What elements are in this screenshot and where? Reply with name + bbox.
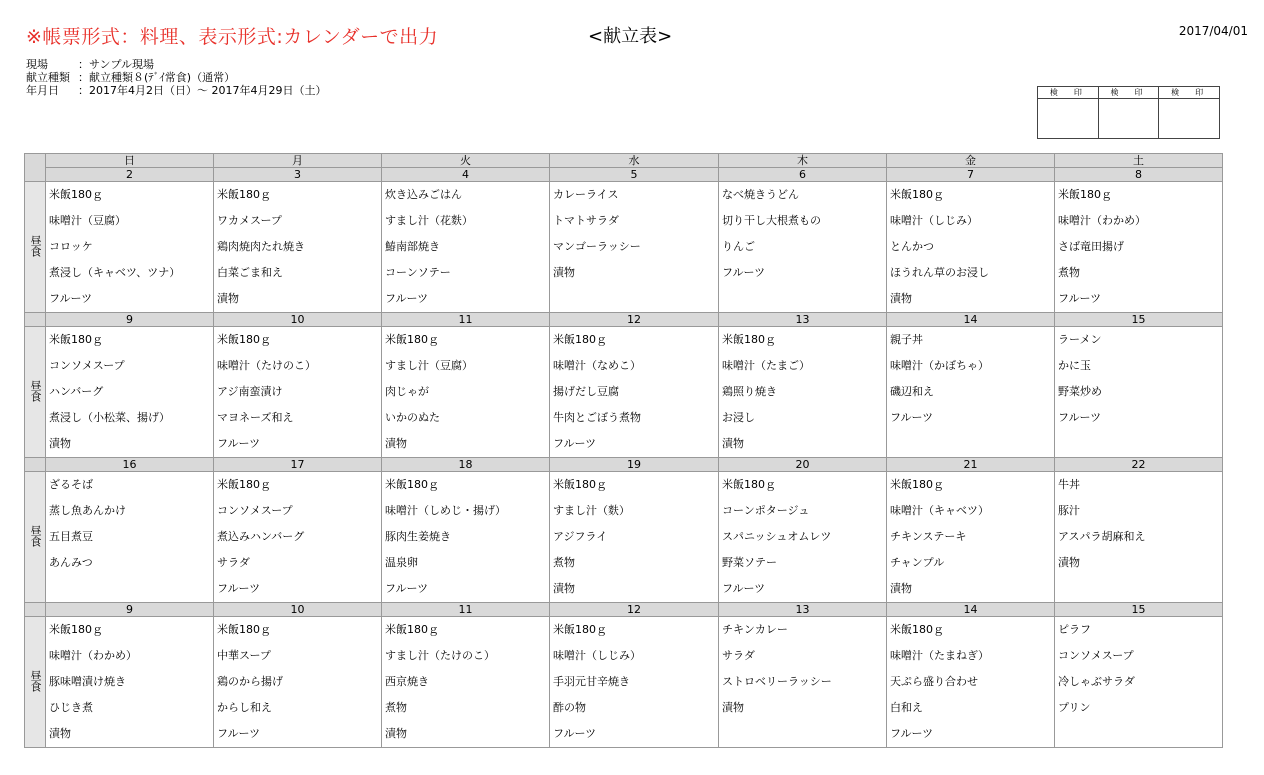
day-number: 15 <box>1055 603 1223 617</box>
date-range-value: ：2017年4月2日（日）～ 2017年4月29日（土） <box>78 84 327 97</box>
menu-item: 米飯180ｇ <box>890 623 944 636</box>
menu-item: さば竜田揚げ <box>1058 240 1124 253</box>
day-menu-cell <box>887 472 1055 603</box>
menu-item: フルーツ <box>890 411 934 424</box>
menu-item: フルーツ <box>1058 411 1102 424</box>
day-number: 12 <box>550 313 719 327</box>
print-date: 2017/04/01 <box>1178 24 1248 38</box>
menu-item: りんご <box>722 240 755 253</box>
day-number: 14 <box>887 603 1055 617</box>
day-number: 21 <box>887 458 1055 472</box>
menu-item: サラダ <box>217 556 250 569</box>
menu-item: 漬物 <box>385 727 407 740</box>
menu-item: 味噌汁（わかめ） <box>49 649 137 662</box>
menu-item: 豚汁 <box>1058 504 1080 517</box>
stamp-box <box>1159 87 1219 138</box>
menu-item: 米飯180ｇ <box>722 333 776 346</box>
menu-item: カレーライス <box>553 188 619 201</box>
menu-item: お浸し <box>722 411 755 424</box>
menu-item: フルーツ <box>385 292 429 305</box>
menu-row <box>25 327 1223 458</box>
menu-item: マンゴーラッシー <box>553 240 641 253</box>
menu-item: 米飯180ｇ <box>722 478 776 491</box>
menu-item: 米飯180ｇ <box>1058 188 1112 201</box>
menu-item: 煮物 <box>553 556 575 569</box>
menu-type-label: 献立種類 <box>26 71 70 84</box>
menu-item: ワカメスープ <box>217 214 282 227</box>
menu-item: 野菜ソテー <box>722 556 777 569</box>
menu-item: かに玉 <box>1058 359 1091 372</box>
menu-item: フルーツ <box>1058 292 1102 305</box>
menu-item: 煮込みハンバーグ <box>217 530 305 543</box>
day-number: 22 <box>1055 458 1223 472</box>
day-number: 19 <box>550 458 719 472</box>
menu-item: フルーツ <box>217 582 261 595</box>
stamp-label: 検 印 <box>1038 87 1098 99</box>
day-number: 7 <box>887 168 1055 182</box>
meal-label-text: 昼食 <box>29 379 42 402</box>
menu-item: 豚肉生姜焼き <box>385 530 451 543</box>
menu-item: 白菜ごま和え <box>217 266 283 279</box>
menu-item: 味噌汁（わかめ） <box>1058 214 1146 227</box>
menu-item: フルーツ <box>722 582 766 595</box>
menu-item: 漬物 <box>49 437 71 450</box>
site-value: ：サンプル現場 <box>78 58 155 71</box>
menu-item: 味噌汁（なめこ） <box>553 359 641 372</box>
menu-item: すまし汁（花麩） <box>385 214 473 227</box>
menu-item: ほうれん草のお浸し <box>890 266 989 279</box>
menu-item: 漬物 <box>722 437 744 450</box>
day-menu-cell <box>550 327 719 458</box>
menu-item: ストロベリーラッシー <box>722 675 832 688</box>
day-number: 16 <box>46 458 214 472</box>
day-menu-cell <box>382 182 550 313</box>
day-number: 18 <box>382 458 550 472</box>
day-number: 10 <box>214 313 382 327</box>
day-number-row <box>25 168 1223 182</box>
menu-item: 親子丼 <box>890 333 923 346</box>
menu-item: 磯辺和え <box>890 385 934 398</box>
day-menu-cell <box>382 617 550 748</box>
day-menu-cell <box>214 472 382 603</box>
approval-stamp-boxes <box>1037 86 1220 139</box>
menu-item: サラダ <box>722 649 755 662</box>
menu-item: アスパラ胡麻和え <box>1058 530 1146 543</box>
day-menu-cell <box>1055 617 1223 748</box>
menu-item: 炊き込みごはん <box>385 188 462 201</box>
page-title: <献立表> <box>588 26 673 47</box>
menu-item: 鶏照り焼き <box>722 385 777 398</box>
menu-item: 味噌汁（キャベツ） <box>890 504 989 517</box>
day-number: 4 <box>382 168 550 182</box>
menu-item: フルーツ <box>553 727 597 740</box>
menu-item: 野菜炒め <box>1058 385 1102 398</box>
menu-item: 鶏肉焼肉たれ焼き <box>217 240 305 253</box>
day-menu-cell <box>887 617 1055 748</box>
menu-item: 煮物 <box>1058 266 1080 279</box>
menu-item: 米飯180ｇ <box>49 623 103 636</box>
menu-item: 冷しゃぶサラダ <box>1058 675 1135 688</box>
menu-item: 漬物 <box>553 266 575 279</box>
meal-label-text: 昼食 <box>29 234 42 257</box>
menu-item: プリン <box>1058 701 1091 714</box>
day-menu-cell <box>214 182 382 313</box>
menu-item: アジ南蛮漬け <box>217 385 283 398</box>
menu-item: とんかつ <box>890 240 934 253</box>
menu-item: 漬物 <box>1058 556 1080 569</box>
menu-item: 揚げだし豆腐 <box>553 385 619 398</box>
menu-item: 鰆南部焼き <box>385 240 440 253</box>
menu-item: 漬物 <box>890 582 912 595</box>
day-menu-cell <box>550 182 719 313</box>
day-menu-cell <box>719 472 887 603</box>
weekday-header: 金 <box>887 154 1055 168</box>
menu-item: 米飯180ｇ <box>217 623 271 636</box>
day-menu-cell <box>719 617 887 748</box>
menu-item: コーンソテー <box>385 266 451 279</box>
menu-item: ひじき煮 <box>49 701 93 714</box>
menu-item: フルーツ <box>890 727 934 740</box>
meal-label-text: 昼食 <box>29 669 42 692</box>
day-number: 14 <box>887 313 1055 327</box>
side-blank <box>25 603 46 617</box>
menu-item: 豚味噌漬け焼き <box>49 675 126 688</box>
stamp-label: 検 印 <box>1159 87 1219 99</box>
day-number: 9 <box>46 603 214 617</box>
meal-label <box>25 617 46 748</box>
menu-type-value: ：献立種類８(ﾃﾞｲ常食)（通常） <box>78 71 236 84</box>
menu-item: 味噌汁（たけのこ） <box>217 359 316 372</box>
day-number: 20 <box>719 458 887 472</box>
day-number: 11 <box>382 313 550 327</box>
menu-item: 漬物 <box>890 292 912 305</box>
menu-item: フルーツ <box>49 292 93 305</box>
menu-item: フルーツ <box>553 437 597 450</box>
menu-item: フルーツ <box>722 266 766 279</box>
day-menu-cell <box>214 617 382 748</box>
menu-item: すまし汁（豆腐） <box>385 359 473 372</box>
menu-item: フルーツ <box>217 727 261 740</box>
day-number: 2 <box>46 168 214 182</box>
menu-item: 手羽元甘辛焼き <box>553 675 630 688</box>
day-number: 5 <box>550 168 719 182</box>
menu-item: 中華スープ <box>217 649 271 662</box>
menu-row <box>25 182 1223 313</box>
meal-label <box>25 327 46 458</box>
menu-item: 米飯180ｇ <box>217 478 271 491</box>
day-menu-cell <box>550 472 719 603</box>
menu-item: 味噌汁（しじみ） <box>890 214 978 227</box>
menu-item: フルーツ <box>217 437 261 450</box>
weekday-header: 日 <box>46 154 214 168</box>
weekday-header-row <box>25 154 1223 168</box>
meal-label <box>25 182 46 313</box>
menu-item: チャンプル <box>890 556 945 569</box>
day-number: 13 <box>719 603 887 617</box>
day-menu-cell <box>550 617 719 748</box>
menu-item: 米飯180ｇ <box>217 188 271 201</box>
menu-item: 米飯180ｇ <box>890 478 944 491</box>
day-number-row <box>25 313 1223 327</box>
menu-item: 米飯180ｇ <box>49 333 103 346</box>
menu-item: ハンバーグ <box>49 385 104 398</box>
menu-item: 五目煮豆 <box>49 530 93 543</box>
menu-item: 米飯180ｇ <box>385 478 439 491</box>
day-menu-cell <box>719 182 887 313</box>
menu-item: いかのぬた <box>385 411 440 424</box>
menu-item: 煮浸し（キャベツ、ツナ） <box>49 266 181 279</box>
day-menu-cell <box>719 327 887 458</box>
report-info <box>26 58 326 97</box>
day-menu-cell <box>1055 182 1223 313</box>
menu-item: 米飯180ｇ <box>385 333 439 346</box>
day-number: 8 <box>1055 168 1223 182</box>
day-number: 10 <box>214 603 382 617</box>
menu-item: ラーメン <box>1058 333 1102 346</box>
site-label: 現場 <box>26 58 48 71</box>
day-number: 11 <box>382 603 550 617</box>
day-menu-cell <box>887 327 1055 458</box>
menu-item: 米飯180ｇ <box>49 188 103 201</box>
menu-item: コーンポタージュ <box>722 504 810 517</box>
stamp-label: 検 印 <box>1099 87 1159 99</box>
day-number: 3 <box>214 168 382 182</box>
day-menu-cell <box>382 472 550 603</box>
menu-item: すまし汁（麩） <box>553 504 630 517</box>
day-menu-cell <box>1055 327 1223 458</box>
menu-item: マヨネーズ和え <box>217 411 294 424</box>
menu-item: 米飯180ｇ <box>553 333 607 346</box>
menu-item: 味噌汁（かぼちゃ） <box>890 359 989 372</box>
menu-item: あんみつ <box>49 556 93 569</box>
day-menu-cell <box>382 327 550 458</box>
day-number: 6 <box>719 168 887 182</box>
day-menu-cell <box>887 182 1055 313</box>
day-menu-cell <box>46 472 214 603</box>
meal-label-text: 昼食 <box>29 524 42 547</box>
menu-item: 牛肉とごぼう煮物 <box>553 411 641 424</box>
menu-item: コンソメスープ <box>1058 649 1134 662</box>
menu-item: 天ぷら盛り合わせ <box>890 675 978 688</box>
menu-item: すまし汁（たけのこ） <box>385 649 495 662</box>
menu-item: 温泉卵 <box>385 556 418 569</box>
menu-item: 漬物 <box>722 701 744 714</box>
corner-cell <box>25 154 46 182</box>
menu-item: 漬物 <box>217 292 239 305</box>
menu-item: 蒸し魚あんかけ <box>49 504 126 517</box>
menu-item: ピラフ <box>1058 623 1091 636</box>
day-menu-cell <box>46 617 214 748</box>
menu-item: アジフライ <box>553 530 608 543</box>
menu-item: 西京焼き <box>385 675 429 688</box>
menu-item: 煮物 <box>385 701 407 714</box>
menu-item: 漬物 <box>553 582 575 595</box>
menu-item: 漬物 <box>385 437 407 450</box>
menu-item: ざるそば <box>49 478 93 491</box>
menu-item: チキンカレー <box>722 623 788 636</box>
side-blank <box>25 313 46 327</box>
menu-item: コンソメスープ <box>49 359 125 372</box>
menu-type-row <box>26 71 326 84</box>
day-menu-cell <box>214 327 382 458</box>
menu-item: 米飯180ｇ <box>217 333 271 346</box>
day-menu-cell <box>46 182 214 313</box>
menu-item: 白和え <box>890 701 923 714</box>
weekday-header: 月 <box>214 154 382 168</box>
menu-item: 米飯180ｇ <box>385 623 439 636</box>
output-format-note: ※帳票形式：料理、表示形式:カレンダーで出力 <box>26 26 439 48</box>
menu-item: 肉じゃが <box>385 385 429 398</box>
menu-item: 味噌汁（しじみ） <box>553 649 641 662</box>
stamp-box <box>1099 87 1160 138</box>
menu-item: 米飯180ｇ <box>890 188 944 201</box>
menu-item: フルーツ <box>385 582 429 595</box>
meal-label <box>25 472 46 603</box>
day-number-row <box>25 458 1223 472</box>
day-number: 12 <box>550 603 719 617</box>
menu-item: 漬物 <box>49 727 71 740</box>
menu-row <box>25 472 1223 603</box>
weekday-header: 木 <box>719 154 887 168</box>
date-range-label: 年月日 <box>26 84 59 97</box>
date-range-row <box>26 84 326 97</box>
menu-calendar <box>24 153 1223 748</box>
stamp-box <box>1038 87 1099 138</box>
menu-row <box>25 617 1223 748</box>
menu-item: 味噌汁（豆腐） <box>49 214 126 227</box>
menu-item: トマトサラダ <box>553 214 619 227</box>
weekday-header: 火 <box>382 154 550 168</box>
menu-item: 煮浸し（小松菜、揚げ） <box>49 411 170 424</box>
menu-item: 酢の物 <box>553 701 586 714</box>
day-number: 17 <box>214 458 382 472</box>
menu-item: 切り干し大根煮もの <box>722 214 821 227</box>
day-number: 9 <box>46 313 214 327</box>
menu-item: 味噌汁（たまねぎ） <box>890 649 989 662</box>
menu-item: チキンステーキ <box>890 530 967 543</box>
menu-item: 味噌汁（たまご） <box>722 359 810 372</box>
weekday-header: 土 <box>1055 154 1223 168</box>
menu-item: スパニッシュオムレツ <box>722 530 832 543</box>
side-blank <box>25 458 46 472</box>
menu-item: 味噌汁（しめじ・揚げ） <box>385 504 506 517</box>
menu-item: コロッケ <box>49 240 93 253</box>
menu-item: 米飯180ｇ <box>553 478 607 491</box>
menu-item: からし和え <box>217 701 272 714</box>
site-row <box>26 58 326 71</box>
day-number: 13 <box>719 313 887 327</box>
menu-item: 鶏のから揚げ <box>217 675 283 688</box>
day-menu-cell <box>46 327 214 458</box>
menu-item: なべ焼きうどん <box>722 188 799 201</box>
weekday-header: 水 <box>550 154 719 168</box>
day-number: 15 <box>1055 313 1223 327</box>
menu-item: コンソメスープ <box>217 504 293 517</box>
menu-item: 米飯180ｇ <box>553 623 607 636</box>
day-number-row <box>25 603 1223 617</box>
menu-item: 牛丼 <box>1058 478 1080 491</box>
day-menu-cell <box>1055 472 1223 603</box>
